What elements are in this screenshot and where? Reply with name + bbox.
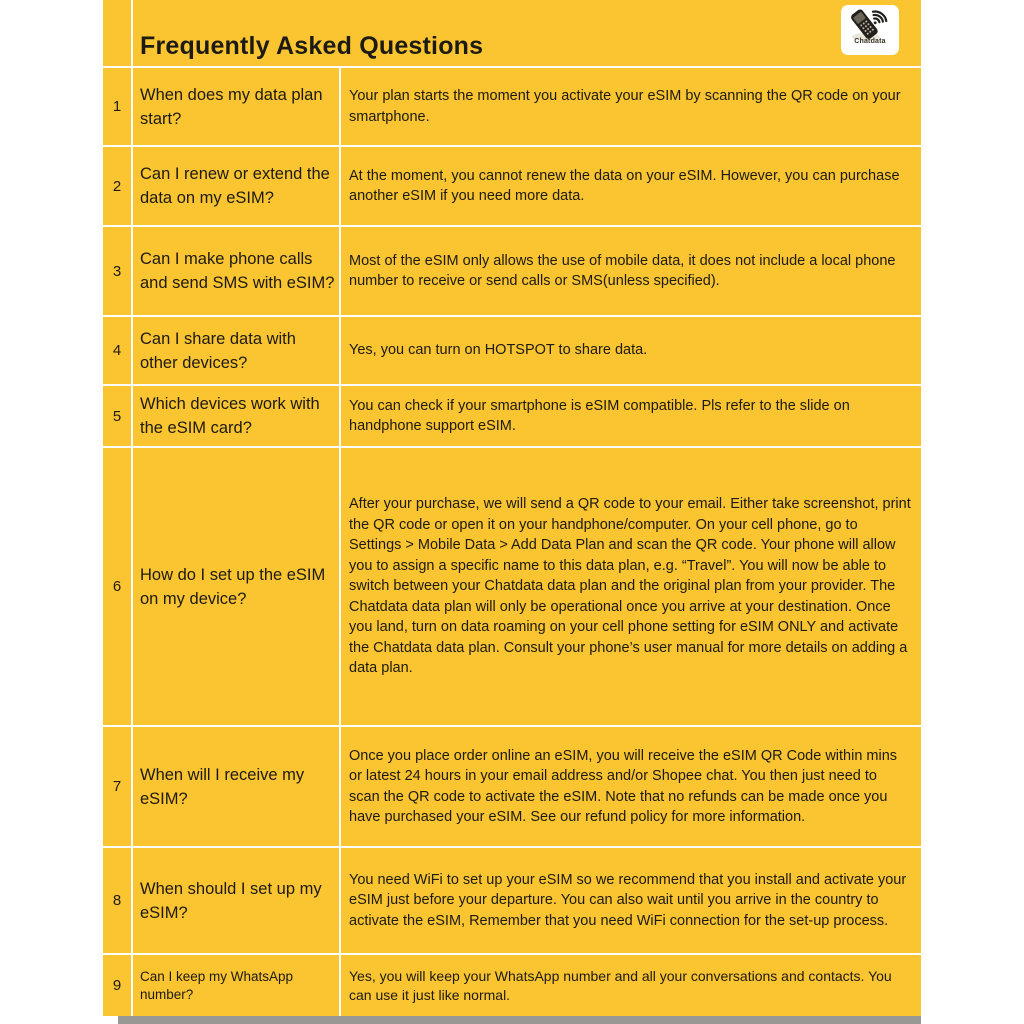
row-number: 7 [103,727,131,846]
answer-text: You can check if your smartphone is eSIM compatible. Pls refer to the slide on handphone support eSIM. [349,397,850,434]
row-number: 2 [103,147,131,225]
answer-text: Yes, you will keep your WhatsApp number and all your conversations and contacts. You can use it just like normal. [349,967,892,1003]
page-title: Frequently Asked Questions [140,32,484,60]
answer-text: Yes, you can turn on HOTSPOT to share data. [349,342,648,359]
answer-cell [341,147,921,225]
faq-table [103,0,921,1016]
row-number: 6 [103,448,131,725]
table-row [103,147,921,225]
question-text: Which devices work with the eSIM card? [140,395,320,437]
chatdata-logo [841,5,899,55]
bottom-strip [118,1016,921,1024]
table-row [103,955,921,1016]
question-text: Can I share data with other devices? [140,329,296,372]
answer-cell [341,448,921,725]
logo-label: Chatdata [854,38,886,45]
row-number: 5 [103,386,131,446]
answer-cell [341,955,921,1016]
answer-cell [341,68,921,145]
answer-cell [341,848,921,953]
header-title-cell [133,0,921,66]
answer-cell [341,317,921,384]
table-row [103,68,921,145]
phone-wifi-icon [847,6,893,42]
table-row [103,448,921,725]
question-cell [133,727,339,846]
row-number: 1 [103,68,131,145]
question-text: Can I make phone calls and send SMS with eSIM? [140,250,335,292]
question-text: Can I keep my WhatsApp number? [140,968,294,1002]
table-row [103,227,921,315]
question-cell [133,448,339,725]
wifi-waves-icon [873,12,886,23]
header-number-cell [103,0,131,66]
answer-cell [341,227,921,315]
table-row [103,848,921,953]
answer-text: At the moment, you cannot renew the data on your eSIM. However, you can purchase another eSIM if you need more data. [349,167,900,204]
question-cell [133,147,339,225]
question-cell [133,386,339,446]
question-text: How do I set up the eSIM on my device? [140,565,326,608]
table-row [103,386,921,446]
question-cell [133,848,339,953]
answer-text: After your purchase, we will send a QR code to your email. Either take screenshot, print the QR code or open it on your handphone/computer. On your cell phone, go to Settings > Mobile Data > Add Data Plan and scan the QR code. Your phone will allow you to assign a specific name to this data plan, e.g. “Travel”. You will now be able to switch between your Chatdata data plan and the original plan from your provider. The Chatdata data plan will only be operational once you arrive at your destination. Once you land, turn on data roaming on your cell phone setting for eSIM ONLY and activate the Chatdata data plan. Consult your phone’s user manual for more details on adding a data plan. [349,496,911,677]
question-cell [133,955,339,1016]
row-number: 9 [103,955,131,1016]
answer-cell [341,386,921,446]
table-row [103,317,921,384]
question-text: Can I renew or extend the data on my eSIM? [140,165,330,207]
answer-text: Your plan starts the moment you activate your eSIM by scanning the QR code on your smartphone. [349,88,901,125]
row-number: 4 [103,317,131,384]
answer-text: Most of the eSIM only allows the use of mobile data, it does not include a local phone number to receive or send calls or SMS(unless specified). [349,252,896,289]
question-text: When should I set up my eSIM? [140,879,322,922]
answer-text: Once you place order online an eSIM, you will receive the eSIM QR Code within mins or latest 24 hours in your email address and/or Shopee chat. You then just need to scan the QR code to activate the eSIM. Note that no refunds can be made once you have purchased your eSIM. See our refund policy for more information. [349,747,898,825]
question-cell [133,227,339,315]
row-number: 3 [103,227,131,315]
question-cell [133,317,339,384]
question-cell [133,68,339,145]
table-row [103,727,921,846]
row-number: 8 [103,848,131,953]
question-text: When will I receive my eSIM? [140,765,305,808]
answer-text: You need WiFi to set up your eSIM so we recommend that you install and activate your eSIM just before your departure. You can also wait until you arrive in the country to activate the eSIM, Remember that you need WiFi connection for the set-up process. [349,871,907,929]
answer-cell [341,727,921,846]
question-text: When does my data plan start? [140,85,323,128]
header-row [103,0,921,66]
